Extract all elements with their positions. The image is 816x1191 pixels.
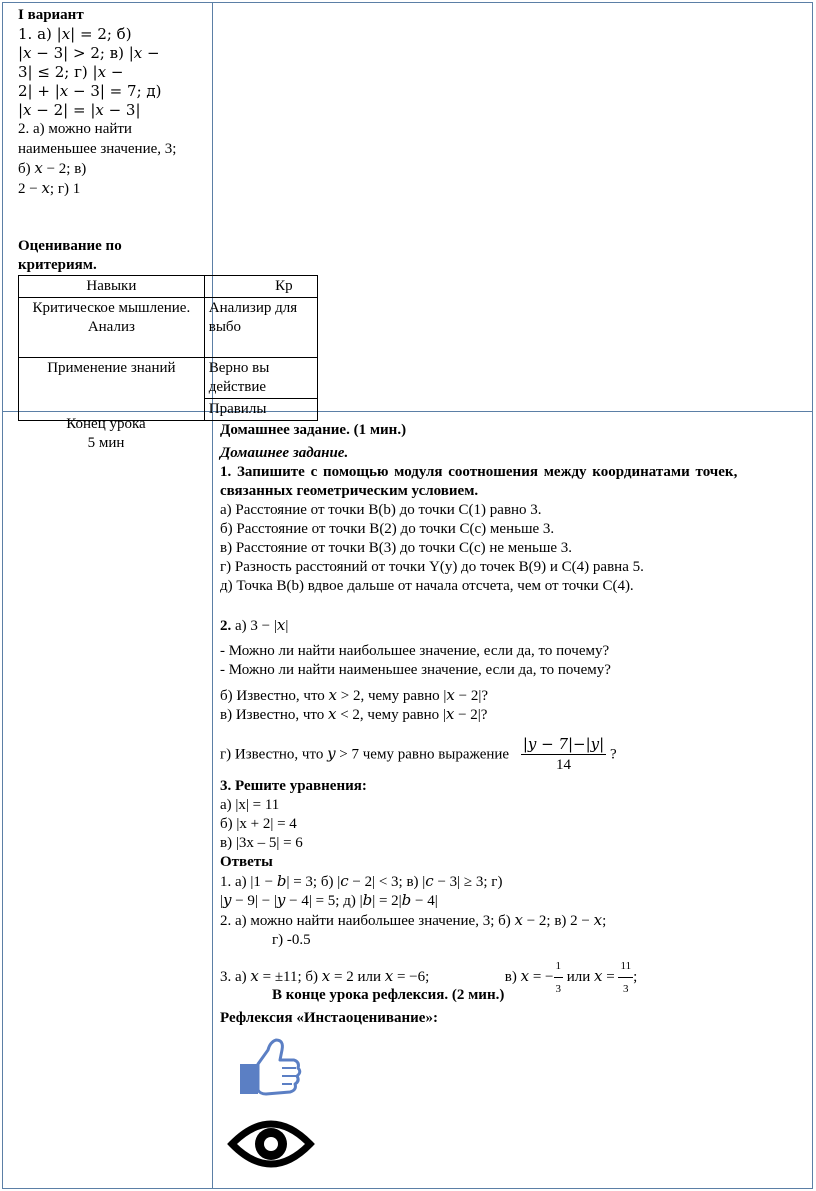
answer3-fraction — [618, 955, 633, 1000]
task1-item: в) Расстояние от точки B(3) до точки C(c) не меньше 3. — [220, 540, 573, 556]
variant-title: I вариант — [18, 7, 84, 23]
lesson-end-label: Конец урока — [66, 416, 146, 432]
task1-line: |𝑥 − 2| = |𝑥 − 3| — [18, 101, 141, 119]
lesson-end-time: 5 мин — [87, 435, 125, 451]
task1-block — [18, 25, 210, 120]
table-cell: Верно вы действие — [204, 358, 317, 399]
table-header-cell: Кр — [204, 276, 317, 298]
task2-a — [220, 617, 288, 636]
task2-question: - Можно ли найти наибольшее значение, если да, то почему? — [220, 643, 610, 659]
table-cell: Анализир для выбо — [204, 298, 317, 358]
task2-g — [220, 734, 617, 775]
criteria-table — [18, 275, 318, 421]
task2-a-text: а) 3 − |𝑥| — [235, 618, 289, 634]
fraction-numerator: |𝑦 − 7|−|𝑦| — [522, 735, 605, 753]
table-row — [19, 358, 318, 399]
task3-item: в) |3x – 5| = 6 — [220, 835, 303, 851]
answer1-line: 1. а) |1 − 𝑏| = 3; б) |𝑐 − 2| < 3; в) |𝑐 − 3| ≥ 3; г) — [220, 874, 503, 890]
task1-title: 1. Запишите с помощью модуля соотношения между координатами точек, — [220, 464, 738, 480]
homework-title: Домашнее задание. (1 мин.) — [220, 422, 407, 438]
fraction-numerator: 11 — [618, 955, 633, 978]
task1-title: связанных геометрическим условием. — [220, 483, 479, 499]
answer3-fraction — [554, 955, 564, 1000]
answers-title: Ответы — [220, 854, 273, 870]
reflection-time: В конце урока рефлексия. (2 мин.) — [272, 987, 505, 1003]
task2-block — [18, 120, 210, 200]
answer1-line: |𝑦 − 9| − |𝑦 − 4| = 5; д) |𝑏| = 2|𝑏 − 4| — [220, 893, 438, 909]
task2-question: - Можно ли найти наименьшее значение, если да, то почему? — [220, 662, 611, 678]
task1-item: г) Разность расстояний от точки Y(y) до точек B(9) и C(4) равна 5. — [220, 559, 644, 575]
task2-v: в) Известно, что 𝑥 < 2, чему равно |𝑥 − 2|? — [220, 707, 488, 723]
answer2-line: г) -0.5 — [272, 932, 311, 948]
criteria-heading: Оценивание по — [18, 238, 122, 254]
table-row — [19, 298, 318, 358]
reflection-title: Рефлексия «Инстаоценивание»: — [220, 1010, 438, 1026]
task3-title: 3. Решите уравнения: — [220, 778, 367, 794]
task2-g-text: г) Известно, что 𝑦 > 7 чему равно выражение — [220, 746, 510, 763]
answer3-v: в) 𝑥 = − — [504, 968, 554, 985]
answer2-line: 2. а) можно найти наибольшее значение, 3; б) 𝑥 − 2; в) 2 − 𝑥; — [220, 913, 607, 929]
table-row — [19, 276, 318, 298]
table-cell: Применение знаний — [19, 358, 205, 421]
eye-icon — [228, 1110, 314, 1178]
task2-line: 2 − 𝑥; г) 1 — [18, 181, 81, 197]
task2-b: б) Известно, что 𝑥 > 2, чему равно |𝑥 − 2|? — [220, 688, 489, 704]
task2-line: наименьшее значение, 3; — [18, 141, 177, 157]
task3-item: б) |x + 2| = 4 — [220, 816, 297, 832]
table-header-cell: Навыки — [19, 276, 205, 298]
task2-number: 2. — [220, 618, 232, 634]
table-cell: Правилы — [204, 399, 317, 421]
task1-item: д) Точка B(b) вдвое дальше от начала отсчета, чем от точки C(4). — [220, 578, 634, 594]
fraction-numerator: 1 — [554, 955, 564, 978]
answer3-text: 3. а) 𝑥 = ±11; б) 𝑥 = 2 или 𝑥 = −6; — [220, 968, 430, 985]
task1-line: 3| ≤ 2; г) |𝑥 − — [18, 63, 124, 81]
task2-line: 2. а) можно найти — [18, 121, 132, 137]
task2-g-fraction — [521, 734, 606, 775]
fraction-denominator: 3 — [555, 983, 562, 995]
criteria-heading: критериям. — [18, 257, 97, 273]
thumbs-up-icon — [232, 1036, 302, 1098]
table-cell: Критическое мышление. Анализ — [19, 298, 205, 358]
task3-item: а) |x| = 11 — [220, 797, 280, 813]
task1-line: 2| + |𝑥 − 3| = 7; д) — [18, 82, 162, 100]
task1-line: 1. а) |𝑥| = 2; б) — [18, 25, 132, 43]
homework-subtitle: Домашнее задание. — [220, 445, 349, 461]
fraction-denominator: 14 — [556, 757, 572, 773]
task2-line: б) 𝑥 − 2; в) — [18, 161, 87, 177]
answer3-end: ; — [633, 968, 638, 985]
column-divider — [212, 2, 213, 1189]
task1-item: а) Расстояние от точки B(b) до точки C(1) равно 3. — [220, 502, 542, 518]
task1-item: б) Расстояние от точки B(2) до точки C(c) меньше 3. — [220, 521, 555, 537]
criteria-table-clip — [18, 275, 298, 417]
answer3-or: или 𝑥 = — [563, 968, 619, 985]
task1-line: |𝑥 − 3| > 2; в) |𝑥 − — [18, 44, 160, 62]
fraction-denominator: 3 — [623, 983, 629, 995]
task2-g-end: ? — [609, 746, 617, 763]
